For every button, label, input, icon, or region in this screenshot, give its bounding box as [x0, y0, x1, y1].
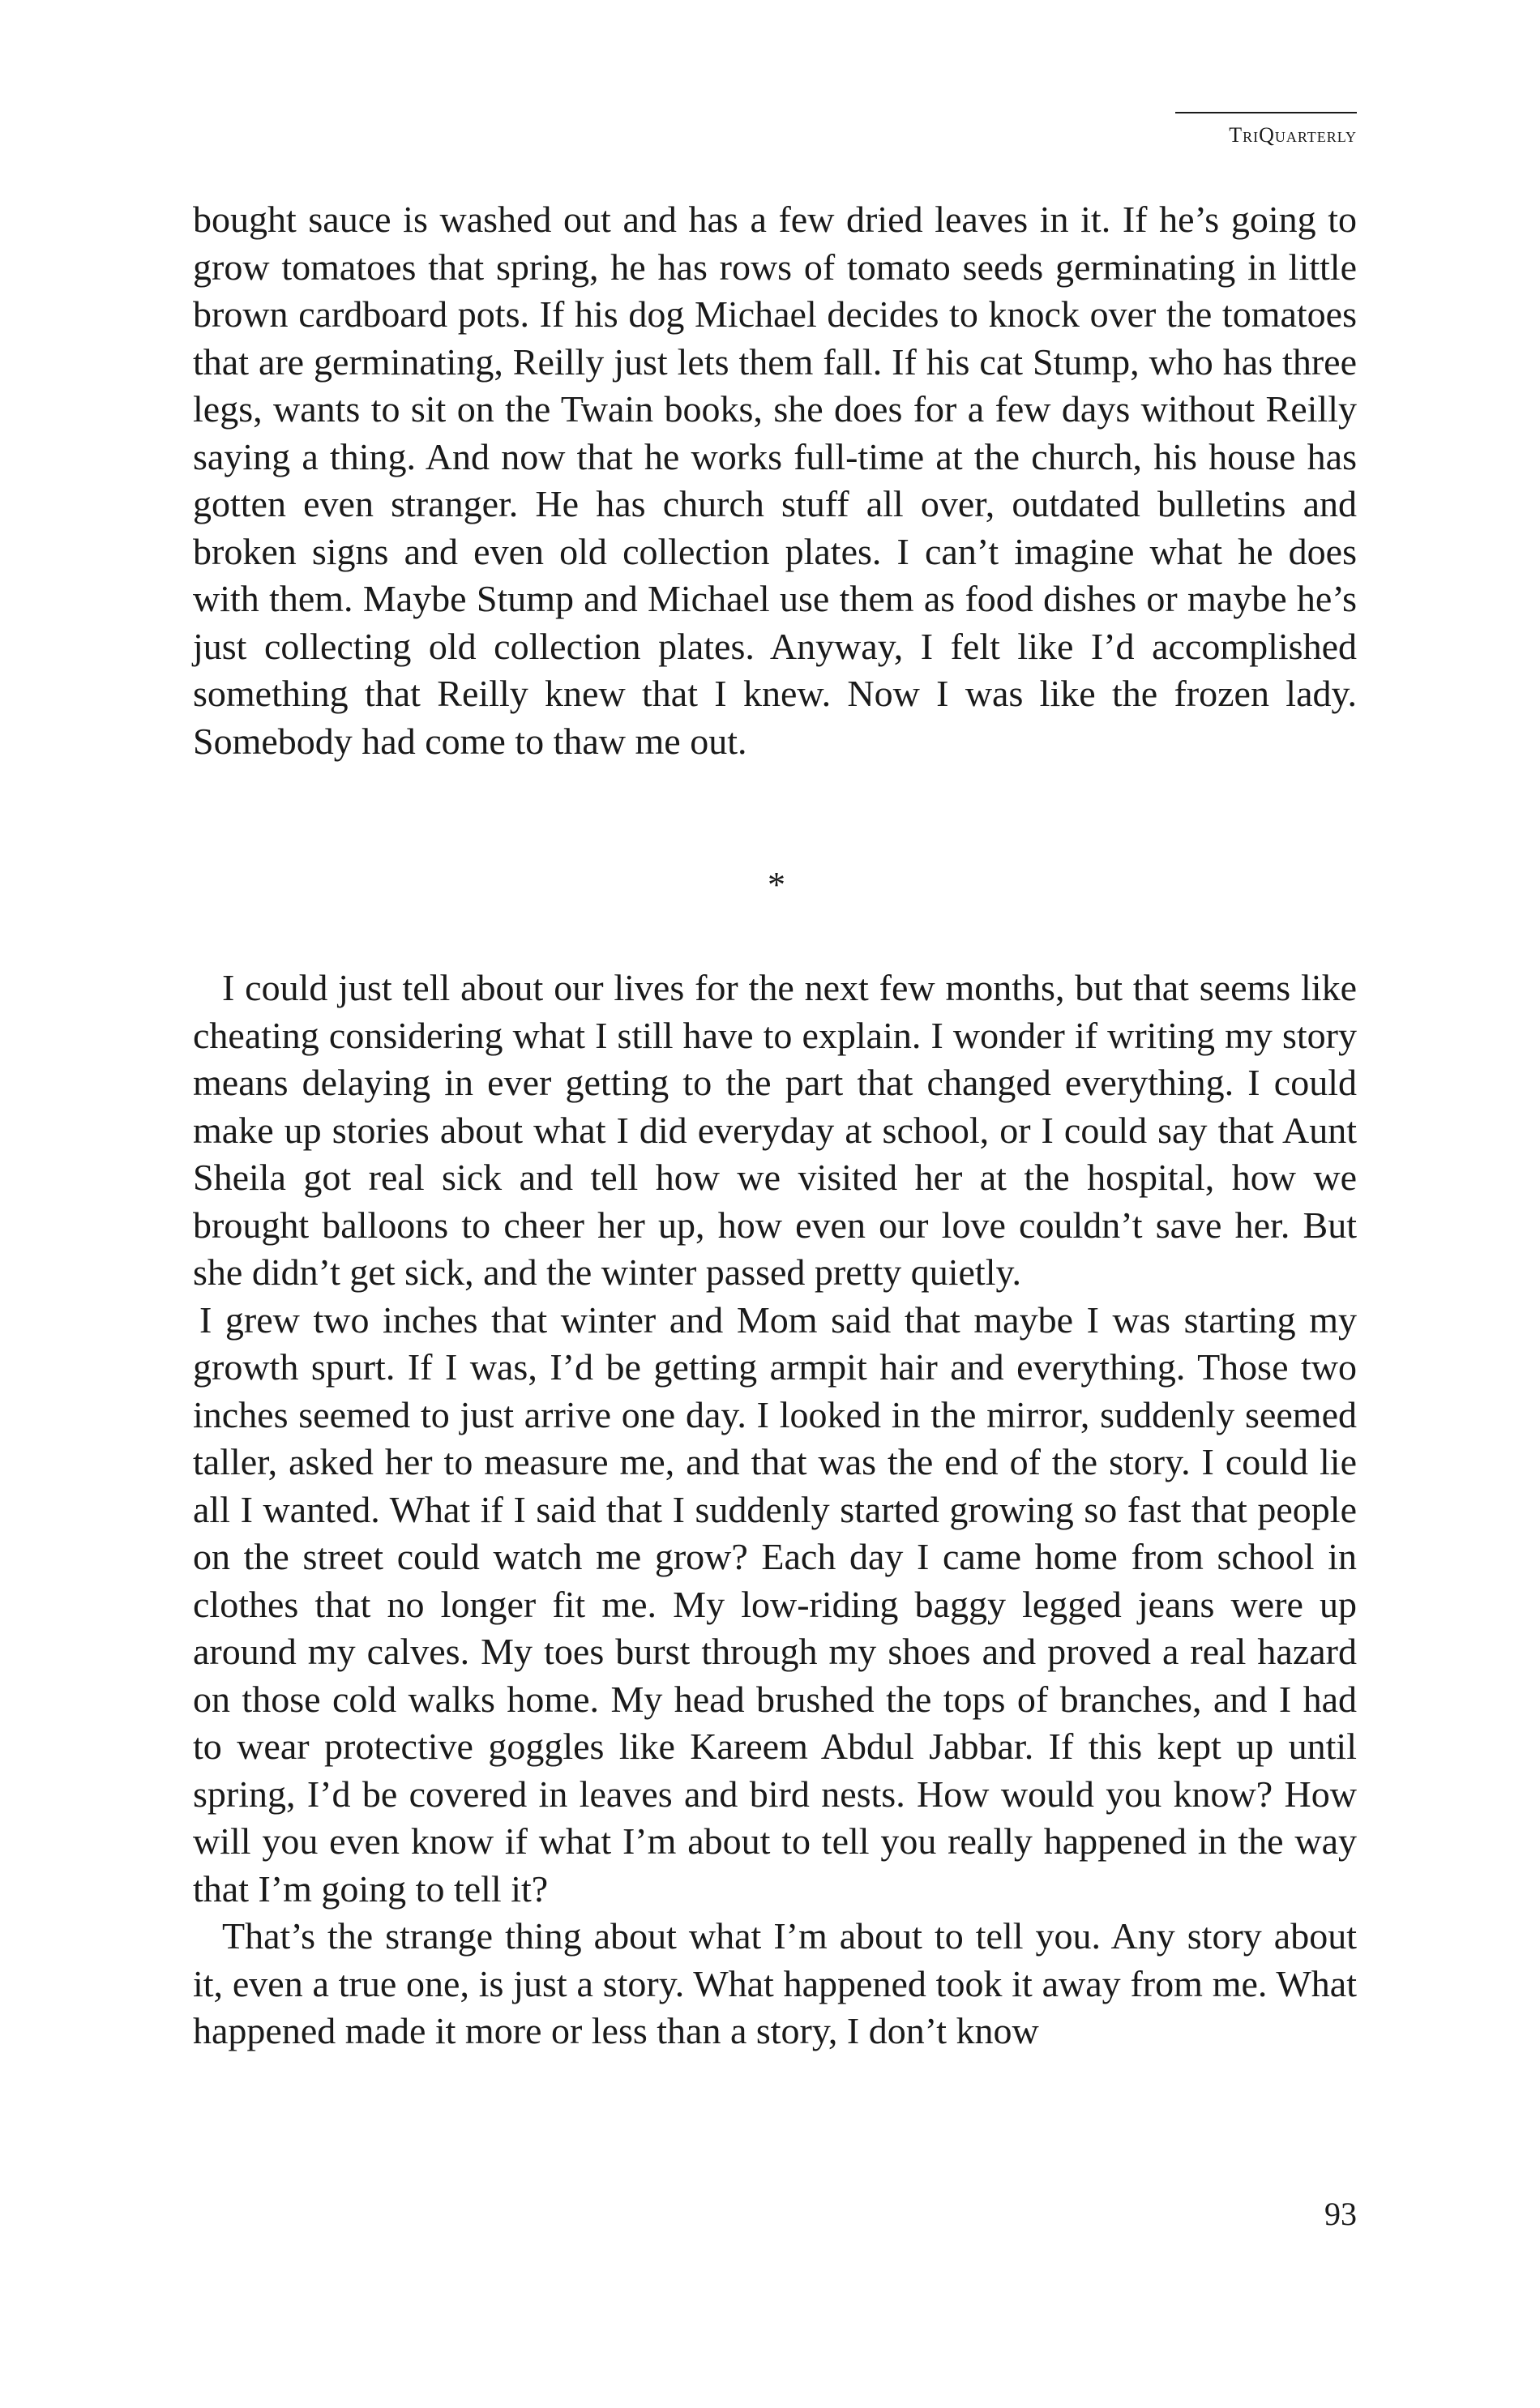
paragraph-continued: bought sauce is washed out and has a few dried leaves in it. If he’s going to grow tomatoes that spring, he has rows of tomato seeds germinating in little brown cardboard pots. If his dog Michael decides to knock over the tomatoes that are germinating, Reilly just lets them fall. If his cat Stump, who has three legs, wants to sit on the Twain books, she does for a few days without Reilly saying a thing. And now that he works full-time at the church, his house has gotten even stranger. He has church stuff all over, outdated bulletins and broken signs and even old collection plates. I can’t imagine what he does with them. Maybe Stump and Michael use them as food dishes or maybe he’s just collecting old collection plates. Anyway, I felt like I’d accomplished something that Reilly knew that I knew. Now I was like the frozen lady. Somebody had come to thaw me out.: [193, 199, 1357, 762]
text-block-bottom: [193, 964, 1357, 2055]
text-block-top: [193, 196, 1357, 765]
running-head: TriQuarterly: [1175, 112, 1357, 148]
paragraph: I could just tell about our lives for the next few months, but that seems like cheating considering what I still have to explain. I wonder if writing my story means delaying in ever getting to the part that changed everything. I could make up stories about what I did everyday at school, or I could say that Aunt Sheila got real sick and tell how we visited her at the hospital, how we brought balloons to cheer her up, how even our love couldn’t save her. But she didn’t get sick, and the winter passed pretty quietly.: [193, 967, 1357, 1293]
paragraph: That’s the strange thing about what I’m about to tell you. Any story about it, even a true one, is just a story. What happened took it away from me. What happened made it more or less than a story, I don’t know: [193, 1915, 1357, 2051]
paragraph: I grew two inches that winter and Mom said that maybe I was starting my growth spurt. If I was, I’d be getting armpit hair and everything. Those two inches seemed to just arrive one day. I looked in the mirror, suddenly seemed taller, asked her to measure me, and that was the end of the story. I could lie all I wanted. What if I said that I suddenly started growing so fast that people on the street could watch me grow? Each day I came home from school in clothes that no longer fit me. My low-riding baggy legged jeans were up around my calves. My toes burst through my shoes and proved a real hazard on those cold walks home. My head brushed the tops of branches, and I had to wear protective goggles like Kareem Abdul Jabbar. If this kept up until spring, I’d be covered in leaves and bird nests. How would you know? How will you even know if what I’m about to tell you really happened in the way that I’m going to tell it?: [193, 1298, 1357, 1910]
page-number: 93: [1324, 2196, 1357, 2232]
section-break-asterisk: *: [768, 865, 785, 905]
